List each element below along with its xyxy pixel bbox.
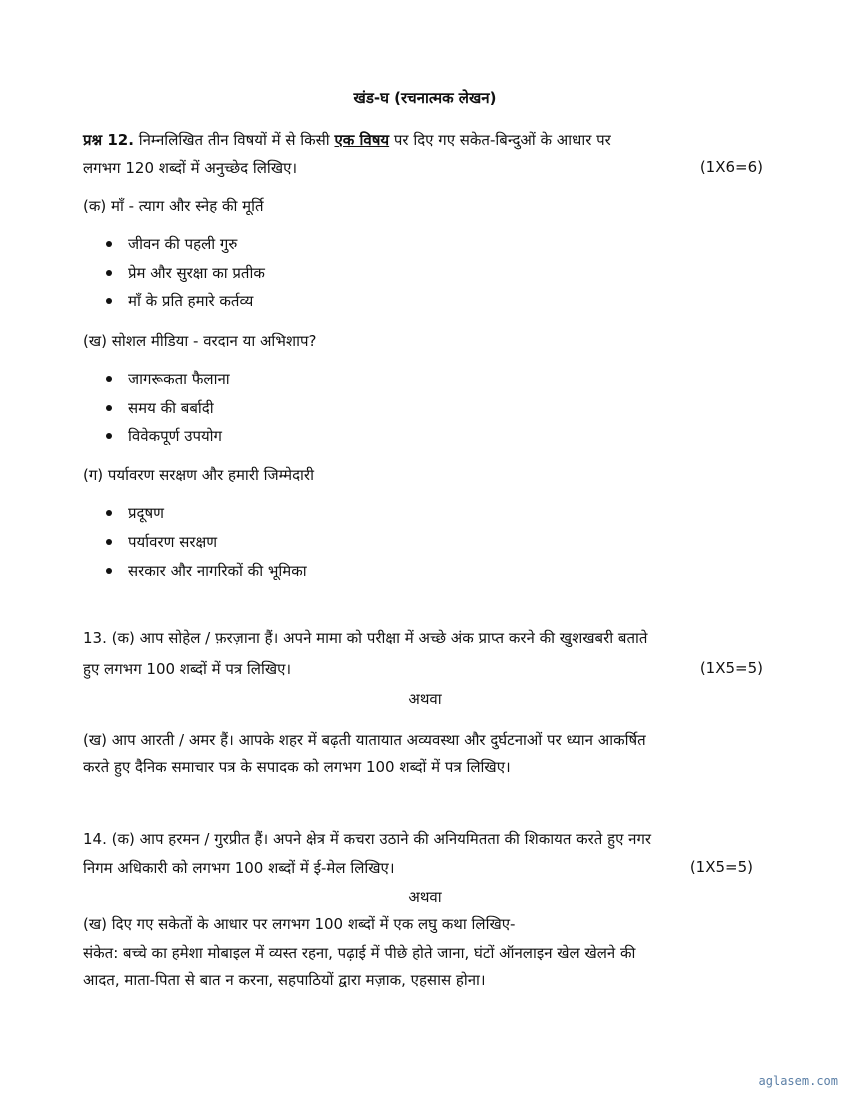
list-item: प्रेम और सुरक्षा का प्रतीक — [106, 263, 265, 283]
bullet-icon — [106, 433, 112, 439]
q14-line2 — [83, 858, 753, 878]
bullet-icon — [106, 376, 112, 382]
q13-text-line2: हुए लगभग 100 शब्दों में पत्र लिखिए। — [83, 660, 292, 678]
q13-alt-line1: (ख) आप आरती / अमर हैं। आपके शहर में बढ़ती यातायात अव्यवस्था और दुर्घटनाओं पर ध्यान आकर्षित — [83, 731, 646, 749]
q13-alt-line2: करते हुए दैनिक समाचार पत्र के सपादक को लगभग 100 शब्दों में पत्र लिखिए। — [83, 758, 511, 776]
q12-emphasis: एक विषय — [334, 131, 390, 149]
list-item: विवेकपूर्ण उपयोग — [106, 426, 222, 446]
list-item: प्रदूषण — [106, 503, 164, 523]
list-item: जीवन की पहली गुरु — [106, 234, 237, 254]
q12-line1 — [83, 130, 611, 150]
bullet-icon — [106, 510, 112, 516]
topic-heading-ka: (क) माँ - त्याग और स्नेह की मूर्ति — [83, 197, 264, 215]
list-item: जागरूकता फैलाना — [106, 369, 230, 389]
q14-line1: 14. (क) आप हरमन / गुरप्रीत हैं। अपने क्षेत्र में कचरा उठाने की अनियमितता की शिकायत करते हुए नगर — [83, 830, 652, 848]
list-item: पर्यावरण सरक्षण — [106, 532, 217, 552]
bullet-icon — [106, 539, 112, 545]
q12-marks: (1X6=6) — [699, 158, 763, 176]
watermark-link[interactable]: aglasem.com — [758, 1074, 838, 1088]
topic-heading-kha: (ख) सोशल मीडिया - वरदान या अभिशाप? — [83, 332, 317, 350]
bullet-icon — [106, 405, 112, 411]
bullet-icon — [106, 298, 112, 304]
q12-text-line2: लगभग 120 शब्दों में अनुच्छेद लिखिए। — [83, 159, 298, 177]
bullet-icon — [106, 241, 112, 247]
section-title: खंड-घ (रचनात्मक लेखन) — [353, 89, 497, 107]
q12-text-a: निम्नलिखित तीन विषयों में से किसी — [138, 131, 330, 149]
q14-alt-line1: (ख) दिए गए सकेतों के आधार पर लगभग 100 शब्दों में एक लघु कथा लिखिए- — [83, 915, 516, 933]
q14-text-line2: निगम अधिकारी को लगभग 100 शब्दों में ई-मेल लिखिए। — [83, 859, 395, 877]
q13-line1: 13. (क) आप सोहेल / फ़रज़ाना हैं। अपने मामा को परीक्षा में अच्छे अंक प्राप्त करने की खुशखबरी बताते — [83, 629, 648, 647]
topic-heading-ga: (ग) पर्यावरण सरक्षण और हमारी जिम्मेदारी — [83, 466, 314, 484]
q13-marks: (1X5=5) — [699, 659, 763, 677]
q14-alt-line2: संकेत: बच्चे का हमेशा मोबाइल में व्यस्त रहना, पढ़ाई में पीछे होते जाना, घंटों ऑनलाइन खेल खेलने की — [83, 944, 636, 962]
q12-text-b: पर दिए गए सकेत-बिन्दुओं के आधार पर — [393, 131, 611, 149]
q14-or: अथवा — [408, 888, 442, 906]
q14-alt-line3: आदत, माता-पिता से बात न करना, सहपाठियों द्वारा मज़ाक, एहसास होना। — [83, 971, 486, 989]
bullet-icon — [106, 270, 112, 276]
list-item: सरकार और नागरिकों की भूमिका — [106, 561, 307, 581]
list-item: समय की बर्बादी — [106, 398, 214, 418]
q12-label: प्रश्न 12. — [83, 131, 134, 149]
list-item: माँ के प्रति हमारे कर्तव्य — [106, 291, 253, 311]
bullet-icon — [106, 568, 112, 574]
q12-line2 — [83, 158, 763, 178]
q13-or: अथवा — [408, 690, 442, 708]
q13-line2 — [83, 659, 763, 679]
q14-marks: (1X5=5) — [689, 858, 753, 876]
